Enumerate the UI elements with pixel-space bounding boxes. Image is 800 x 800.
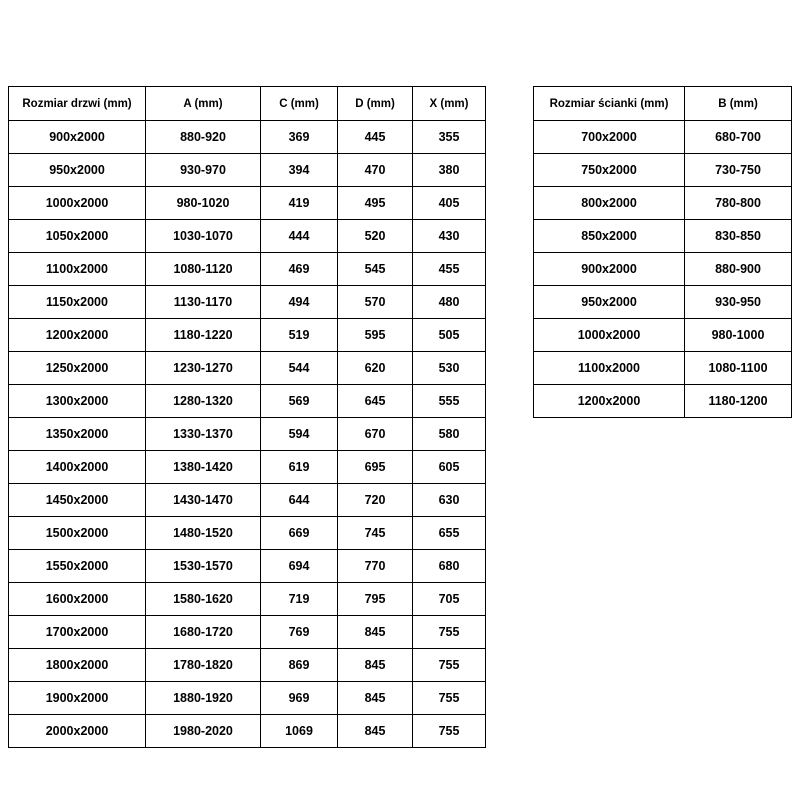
cell-c: 444 <box>261 220 338 253</box>
cell-c: 394 <box>261 154 338 187</box>
doors-header-size: Rozmiar drzwi (mm) <box>9 87 146 121</box>
table-row <box>9 649 486 682</box>
cell-size: 800x2000 <box>534 187 685 220</box>
cell-size: 950x2000 <box>534 286 685 319</box>
wall-table-head <box>534 87 792 121</box>
cell-size: 1400x2000 <box>9 451 146 484</box>
cell-d: 845 <box>338 682 413 715</box>
cell-size: 1200x2000 <box>534 385 685 418</box>
cell-b: 680-700 <box>685 121 792 154</box>
wall-header-b: B (mm) <box>685 87 792 121</box>
cell-size: 1200x2000 <box>9 319 146 352</box>
cell-d: 720 <box>338 484 413 517</box>
cell-a: 1180-1220 <box>146 319 261 352</box>
doors-table-header-row <box>9 87 486 121</box>
cell-c: 369 <box>261 121 338 154</box>
cell-d: 470 <box>338 154 413 187</box>
cell-size: 850x2000 <box>534 220 685 253</box>
cell-size: 1150x2000 <box>9 286 146 319</box>
table-row <box>534 121 792 154</box>
cell-x: 655 <box>413 517 486 550</box>
doors-header-a: A (mm) <box>146 87 261 121</box>
cell-x: 755 <box>413 682 486 715</box>
cell-a: 1430-1470 <box>146 484 261 517</box>
cell-size: 1900x2000 <box>9 682 146 715</box>
wall-table-body <box>534 121 792 418</box>
cell-x: 355 <box>413 121 486 154</box>
cell-size: 900x2000 <box>534 253 685 286</box>
cell-b: 830-850 <box>685 220 792 253</box>
cell-x: 405 <box>413 187 486 220</box>
cell-x: 755 <box>413 616 486 649</box>
cell-size: 1300x2000 <box>9 385 146 418</box>
cell-x: 755 <box>413 649 486 682</box>
cell-a: 1130-1170 <box>146 286 261 319</box>
cell-size: 1450x2000 <box>9 484 146 517</box>
cell-c: 544 <box>261 352 338 385</box>
cell-x: 530 <box>413 352 486 385</box>
cell-a: 1580-1620 <box>146 583 261 616</box>
table-row <box>534 352 792 385</box>
table-row <box>534 187 792 220</box>
cell-a: 1880-1920 <box>146 682 261 715</box>
cell-x: 680 <box>413 550 486 583</box>
table-row <box>9 121 486 154</box>
cell-size: 1050x2000 <box>9 220 146 253</box>
table-row <box>534 385 792 418</box>
doors-header-c: C (mm) <box>261 87 338 121</box>
doors-table-body <box>9 121 486 748</box>
cell-a: 1680-1720 <box>146 616 261 649</box>
cell-b: 980-1000 <box>685 319 792 352</box>
cell-size: 1800x2000 <box>9 649 146 682</box>
cell-d: 495 <box>338 187 413 220</box>
cell-c: 469 <box>261 253 338 286</box>
cell-size: 1000x2000 <box>9 187 146 220</box>
table-row <box>9 253 486 286</box>
cell-a: 1330-1370 <box>146 418 261 451</box>
cell-c: 419 <box>261 187 338 220</box>
cell-d: 545 <box>338 253 413 286</box>
cell-size: 900x2000 <box>9 121 146 154</box>
cell-d: 445 <box>338 121 413 154</box>
cell-x: 630 <box>413 484 486 517</box>
table-row <box>9 187 486 220</box>
cell-a: 930-970 <box>146 154 261 187</box>
table-row <box>9 286 486 319</box>
cell-size: 1700x2000 <box>9 616 146 649</box>
cell-size: 1100x2000 <box>9 253 146 286</box>
cell-size: 1550x2000 <box>9 550 146 583</box>
table-row <box>9 385 486 418</box>
cell-c: 594 <box>261 418 338 451</box>
cell-d: 645 <box>338 385 413 418</box>
cell-c: 669 <box>261 517 338 550</box>
cell-d: 770 <box>338 550 413 583</box>
table-row <box>9 352 486 385</box>
cell-c: 494 <box>261 286 338 319</box>
table-row <box>534 220 792 253</box>
cell-a: 1280-1320 <box>146 385 261 418</box>
table-row <box>9 616 486 649</box>
table-row <box>534 154 792 187</box>
cell-x: 455 <box>413 253 486 286</box>
cell-b: 780-800 <box>685 187 792 220</box>
table-row <box>534 319 792 352</box>
cell-d: 745 <box>338 517 413 550</box>
table-row <box>9 418 486 451</box>
cell-x: 705 <box>413 583 486 616</box>
table-row <box>9 484 486 517</box>
table-row <box>9 583 486 616</box>
table-row <box>534 286 792 319</box>
doors-dimensions-table <box>8 86 486 748</box>
cell-b: 730-750 <box>685 154 792 187</box>
table-row <box>9 220 486 253</box>
cell-a: 1480-1520 <box>146 517 261 550</box>
cell-d: 595 <box>338 319 413 352</box>
cell-c: 719 <box>261 583 338 616</box>
cell-x: 755 <box>413 715 486 748</box>
cell-a: 880-920 <box>146 121 261 154</box>
cell-b: 930-950 <box>685 286 792 319</box>
cell-d: 695 <box>338 451 413 484</box>
cell-size: 750x2000 <box>534 154 685 187</box>
cell-size: 1250x2000 <box>9 352 146 385</box>
table-row <box>9 319 486 352</box>
cell-c: 694 <box>261 550 338 583</box>
cell-c: 519 <box>261 319 338 352</box>
cell-b: 880-900 <box>685 253 792 286</box>
cell-d: 845 <box>338 649 413 682</box>
wall-header-size: Rozmiar ścianki (mm) <box>534 87 685 121</box>
cell-size: 1350x2000 <box>9 418 146 451</box>
cell-size: 1600x2000 <box>9 583 146 616</box>
cell-c: 619 <box>261 451 338 484</box>
cell-d: 845 <box>338 715 413 748</box>
cell-x: 505 <box>413 319 486 352</box>
cell-a: 1380-1420 <box>146 451 261 484</box>
cell-size: 1100x2000 <box>534 352 685 385</box>
cell-d: 795 <box>338 583 413 616</box>
cell-a: 1780-1820 <box>146 649 261 682</box>
cell-x: 380 <box>413 154 486 187</box>
cell-a: 1530-1570 <box>146 550 261 583</box>
table-row <box>9 550 486 583</box>
table-row <box>9 682 486 715</box>
cell-size: 2000x2000 <box>9 715 146 748</box>
table-row <box>9 451 486 484</box>
cell-d: 570 <box>338 286 413 319</box>
cell-d: 520 <box>338 220 413 253</box>
cell-x: 480 <box>413 286 486 319</box>
cell-x: 555 <box>413 385 486 418</box>
table-row <box>9 715 486 748</box>
cell-c: 644 <box>261 484 338 517</box>
cell-c: 769 <box>261 616 338 649</box>
cell-d: 845 <box>338 616 413 649</box>
cell-a: 1230-1270 <box>146 352 261 385</box>
cell-size: 1000x2000 <box>534 319 685 352</box>
table-row <box>9 517 486 550</box>
cell-a: 1030-1070 <box>146 220 261 253</box>
cell-x: 430 <box>413 220 486 253</box>
doors-header-x: X (mm) <box>413 87 486 121</box>
cell-a: 1080-1120 <box>146 253 261 286</box>
doors-table-head <box>9 87 486 121</box>
cell-b: 1080-1100 <box>685 352 792 385</box>
cell-d: 670 <box>338 418 413 451</box>
wall-table-header-row <box>534 87 792 121</box>
doors-header-d: D (mm) <box>338 87 413 121</box>
cell-c: 969 <box>261 682 338 715</box>
cell-size: 700x2000 <box>534 121 685 154</box>
cell-x: 605 <box>413 451 486 484</box>
cell-a: 1980-2020 <box>146 715 261 748</box>
table-row <box>9 154 486 187</box>
cell-d: 620 <box>338 352 413 385</box>
cell-a: 980-1020 <box>146 187 261 220</box>
cell-size: 950x2000 <box>9 154 146 187</box>
cell-size: 1500x2000 <box>9 517 146 550</box>
wall-dimensions-table <box>533 86 792 418</box>
cell-c: 869 <box>261 649 338 682</box>
table-row <box>534 253 792 286</box>
cell-x: 580 <box>413 418 486 451</box>
cell-c: 569 <box>261 385 338 418</box>
cell-b: 1180-1200 <box>685 385 792 418</box>
cell-c: 1069 <box>261 715 338 748</box>
